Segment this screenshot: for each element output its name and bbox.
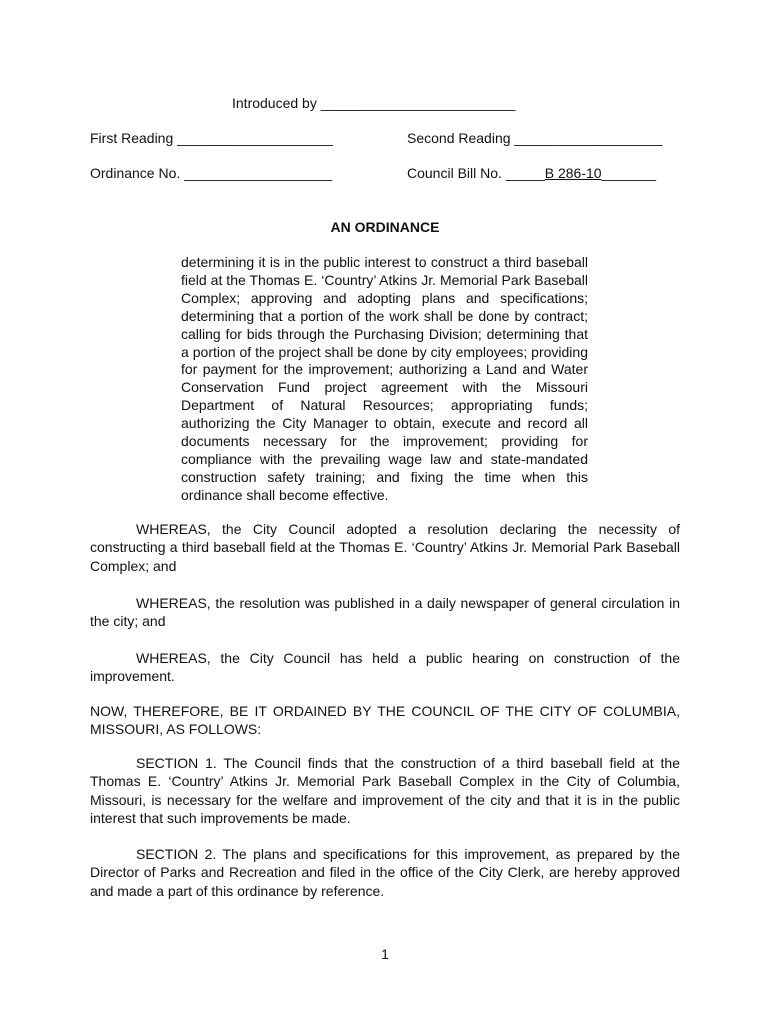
introduced-by-line: Introduced by _________________________ (232, 95, 516, 111)
council-bill-line (407, 164, 656, 182)
whereas-paragraph-1: WHEREAS, the City Council adopted a resolution declaring the necessity of constructing a third baseball field at the Thomas E. ‘Country’ Atkins Jr. Memorial Park Baseball Complex; and (90, 521, 680, 574)
second-reading-line: Second Reading ___________________ (407, 130, 663, 146)
council-bill-prefix: Council Bill No. _____ (407, 165, 545, 181)
whereas-paragraph-2: WHEREAS, the resolution was published in a daily newspaper of general circulation in the city; and (90, 595, 680, 630)
first-reading-line: First Reading ____________________ (90, 130, 333, 146)
section-2-paragraph: SECTION 2. The plans and specifications for this improvement, as prepared by the Director of Parks and Recreation and filed in the office of the City Clerk, are hereby approved and made a part of this ordinance by reference. (90, 846, 680, 899)
council-bill-number: B 286-10 (544, 165, 602, 181)
enacting-clause: NOW, THEREFORE, BE IT ORDAINED BY THE COUNCIL OF THE CITY OF COLUMBIA, MISSOURI, AS FOLLOWS: (90, 703, 680, 738)
section-1-paragraph: SECTION 1. The Council finds that the construction of a third baseball field at the Thomas E. ‘Country’ Atkins Jr. Memorial Park Baseball Complex in the City of Columbia, Missouri, is necessary for the welfare and improvement of the city and that it is in the public interest that such improvements be made. (90, 755, 680, 826)
whereas-paragraph-3: WHEREAS, the City Council has held a public hearing on construction of the improvement. (90, 650, 680, 685)
ordinance-number-line: Ordinance No. ___________________ (90, 165, 333, 181)
council-bill-suffix: _______ (601, 165, 657, 181)
ordinance-summary: determining it is in the public interest to construct a third baseball field at the Thomas E. ‘Country’ Atkins Jr. Memorial Park Baseball Complex; approving and adopting plans and specifications; determining that a portion of the work shall be done by contract; calling for bids through the Purchasing Division; determining that a portion of the project shall be done by city employees; providing for payment for the improvement; authorizing a Land and Water Conservation Fund project agreement with the Missouri Department of Natural Resources; appropriating funds; authorizing the City Manager to obtain, execute and record all documents necessary for the improvement; providing for compliance with the prevailing wage law and state-mandated construction safety training; and fixing the time when this ordinance shall become effective. (181, 254, 588, 503)
page-number: 1 (381, 946, 389, 962)
ordinance-title: AN ORDINANCE (330, 219, 440, 235)
